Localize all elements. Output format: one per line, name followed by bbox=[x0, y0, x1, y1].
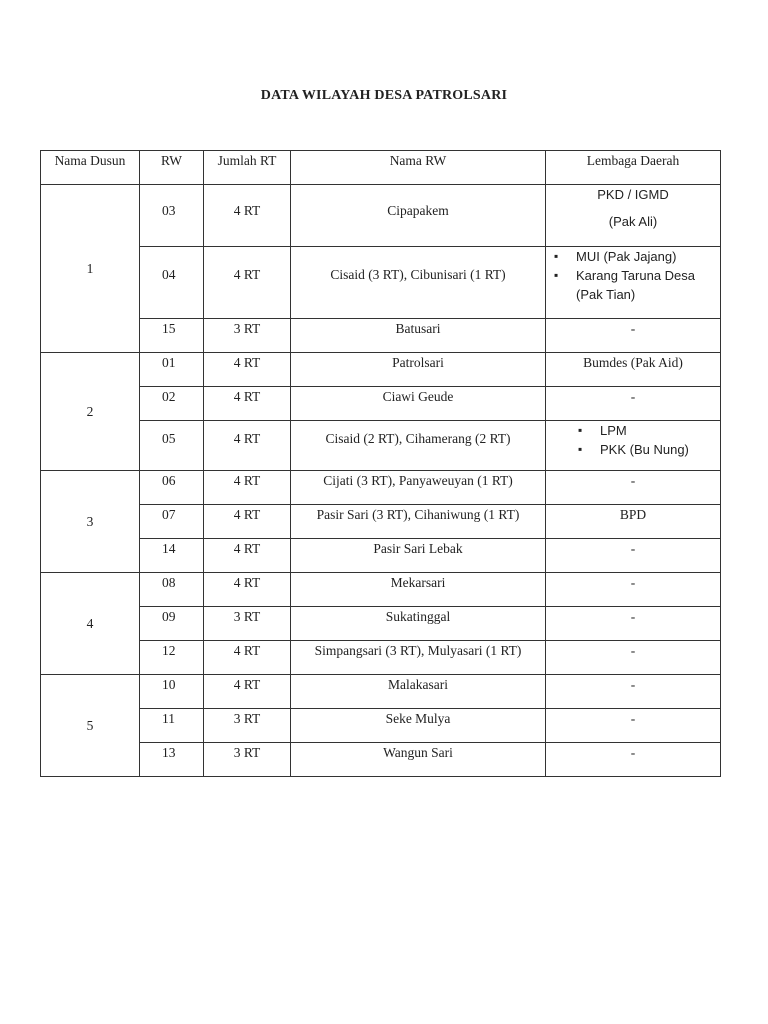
table-row bbox=[41, 421, 721, 471]
nama-rw-cell: Pasir Sari (3 RT), Cihaniwung (1 RT) bbox=[291, 505, 546, 539]
nama-rw-cell: Cipapakem bbox=[291, 185, 546, 247]
table-row bbox=[41, 319, 721, 353]
nama-rw-cell: Seke Mulya bbox=[291, 709, 546, 743]
lembaga-cell: - bbox=[546, 675, 721, 709]
rw-cell: 12 bbox=[140, 641, 204, 675]
table-row bbox=[41, 247, 721, 319]
dusun-cell: 5 bbox=[41, 675, 140, 777]
header-nama-dusun: Nama Dusun bbox=[41, 151, 140, 185]
rt-cell: 3 RT bbox=[204, 743, 291, 777]
table-row bbox=[41, 743, 721, 777]
rw-cell: 05 bbox=[140, 421, 204, 471]
lembaga-cell: BPD bbox=[546, 505, 721, 539]
nama-rw-cell: Batusari bbox=[291, 319, 546, 353]
lembaga-cell bbox=[546, 185, 721, 247]
rw-cell: 08 bbox=[140, 573, 204, 607]
dusun-cell: 2 bbox=[41, 353, 140, 471]
table-row bbox=[41, 607, 721, 641]
rw-cell: 10 bbox=[140, 675, 204, 709]
nama-rw-cell: Cisaid (3 RT), Cibunisari (1 RT) bbox=[291, 247, 546, 319]
rt-cell: 4 RT bbox=[204, 353, 291, 387]
rt-cell: 4 RT bbox=[204, 387, 291, 421]
rt-cell: 4 RT bbox=[204, 421, 291, 471]
rw-cell: 07 bbox=[140, 505, 204, 539]
nama-rw-cell: Pasir Sari Lebak bbox=[291, 539, 546, 573]
rt-cell: 4 RT bbox=[204, 471, 291, 505]
table-row bbox=[41, 471, 721, 505]
rt-cell: 4 RT bbox=[204, 641, 291, 675]
lembaga-cell bbox=[546, 247, 721, 319]
lembaga-cell: - bbox=[546, 641, 721, 675]
lembaga-cell: - bbox=[546, 607, 721, 641]
dusun-cell: 3 bbox=[41, 471, 140, 573]
lembaga-cell: - bbox=[546, 471, 721, 505]
header-lembaga-daerah: Lembaga Daerah bbox=[546, 151, 721, 185]
table-row bbox=[41, 539, 721, 573]
lembaga-cell bbox=[546, 421, 721, 471]
table-row bbox=[41, 573, 721, 607]
rt-cell: 3 RT bbox=[204, 607, 291, 641]
nama-rw-cell: Wangun Sari bbox=[291, 743, 546, 777]
rw-cell: 13 bbox=[140, 743, 204, 777]
dusun-cell: 1 bbox=[41, 185, 140, 353]
list-item: ▪ LPM bbox=[600, 421, 720, 440]
nama-rw-cell: Cisaid (2 RT), Cihamerang (2 RT) bbox=[291, 421, 546, 471]
table-header-row bbox=[41, 151, 721, 185]
lembaga-cell: - bbox=[546, 573, 721, 607]
rt-cell: 4 RT bbox=[204, 247, 291, 319]
lembaga-cell: - bbox=[546, 709, 721, 743]
rw-cell: 04 bbox=[140, 247, 204, 319]
table-row bbox=[41, 387, 721, 421]
lembaga-list bbox=[546, 421, 720, 459]
lembaga-cell: - bbox=[546, 539, 721, 573]
rw-cell: 06 bbox=[140, 471, 204, 505]
rw-cell: 15 bbox=[140, 319, 204, 353]
table-row bbox=[41, 709, 721, 743]
dusun-cell: 4 bbox=[41, 573, 140, 675]
rw-cell: 03 bbox=[140, 185, 204, 247]
rw-cell: 02 bbox=[140, 387, 204, 421]
rt-cell: 4 RT bbox=[204, 185, 291, 247]
list-item: ▪ MUI (Pak Jajang) bbox=[576, 247, 720, 266]
lembaga-line: PKD / IGMD bbox=[597, 187, 669, 202]
nama-rw-cell: Ciawi Geude bbox=[291, 387, 546, 421]
nama-rw-cell: Malakasari bbox=[291, 675, 546, 709]
table-row bbox=[41, 505, 721, 539]
header-jumlah-rt: Jumlah RT bbox=[204, 151, 291, 185]
rw-cell: 14 bbox=[140, 539, 204, 573]
nama-rw-cell: Simpangsari (3 RT), Mulyasari (1 RT) bbox=[291, 641, 546, 675]
nama-rw-cell: Patrolsari bbox=[291, 353, 546, 387]
lembaga-cell: Bumdes (Pak Aid) bbox=[546, 353, 721, 387]
rw-cell: 11 bbox=[140, 709, 204, 743]
nama-rw-cell: Sukatinggal bbox=[291, 607, 546, 641]
table-row bbox=[41, 185, 721, 247]
table-row bbox=[41, 675, 721, 709]
list-item: ▪ Karang Taruna Desa (Pak Tian) bbox=[576, 266, 720, 304]
rt-cell: 3 RT bbox=[204, 319, 291, 353]
lembaga-cell: - bbox=[546, 319, 721, 353]
lembaga-list bbox=[546, 247, 720, 304]
rt-cell: 4 RT bbox=[204, 675, 291, 709]
lembaga-cell: - bbox=[546, 387, 721, 421]
table-row bbox=[41, 353, 721, 387]
lembaga-line: (Pak Ali) bbox=[608, 214, 658, 229]
rt-cell: 3 RT bbox=[204, 709, 291, 743]
document-title: DATA WILAYAH DESA PATROLSARI bbox=[260, 88, 508, 103]
table-row bbox=[41, 641, 721, 675]
header-nama-rw: Nama RW bbox=[291, 151, 546, 185]
rw-cell: 09 bbox=[140, 607, 204, 641]
header-rw: RW bbox=[140, 151, 204, 185]
rt-cell: 4 RT bbox=[204, 573, 291, 607]
rt-cell: 4 RT bbox=[204, 505, 291, 539]
wilayah-table bbox=[40, 150, 721, 777]
lembaga-cell: - bbox=[546, 743, 721, 777]
rt-cell: 4 RT bbox=[204, 539, 291, 573]
nama-rw-cell: Cijati (3 RT), Panyaweuyan (1 RT) bbox=[291, 471, 546, 505]
list-item: ▪ PKK (Bu Nung) bbox=[600, 440, 720, 459]
nama-rw-cell: Mekarsari bbox=[291, 573, 546, 607]
rw-cell: 01 bbox=[140, 353, 204, 387]
